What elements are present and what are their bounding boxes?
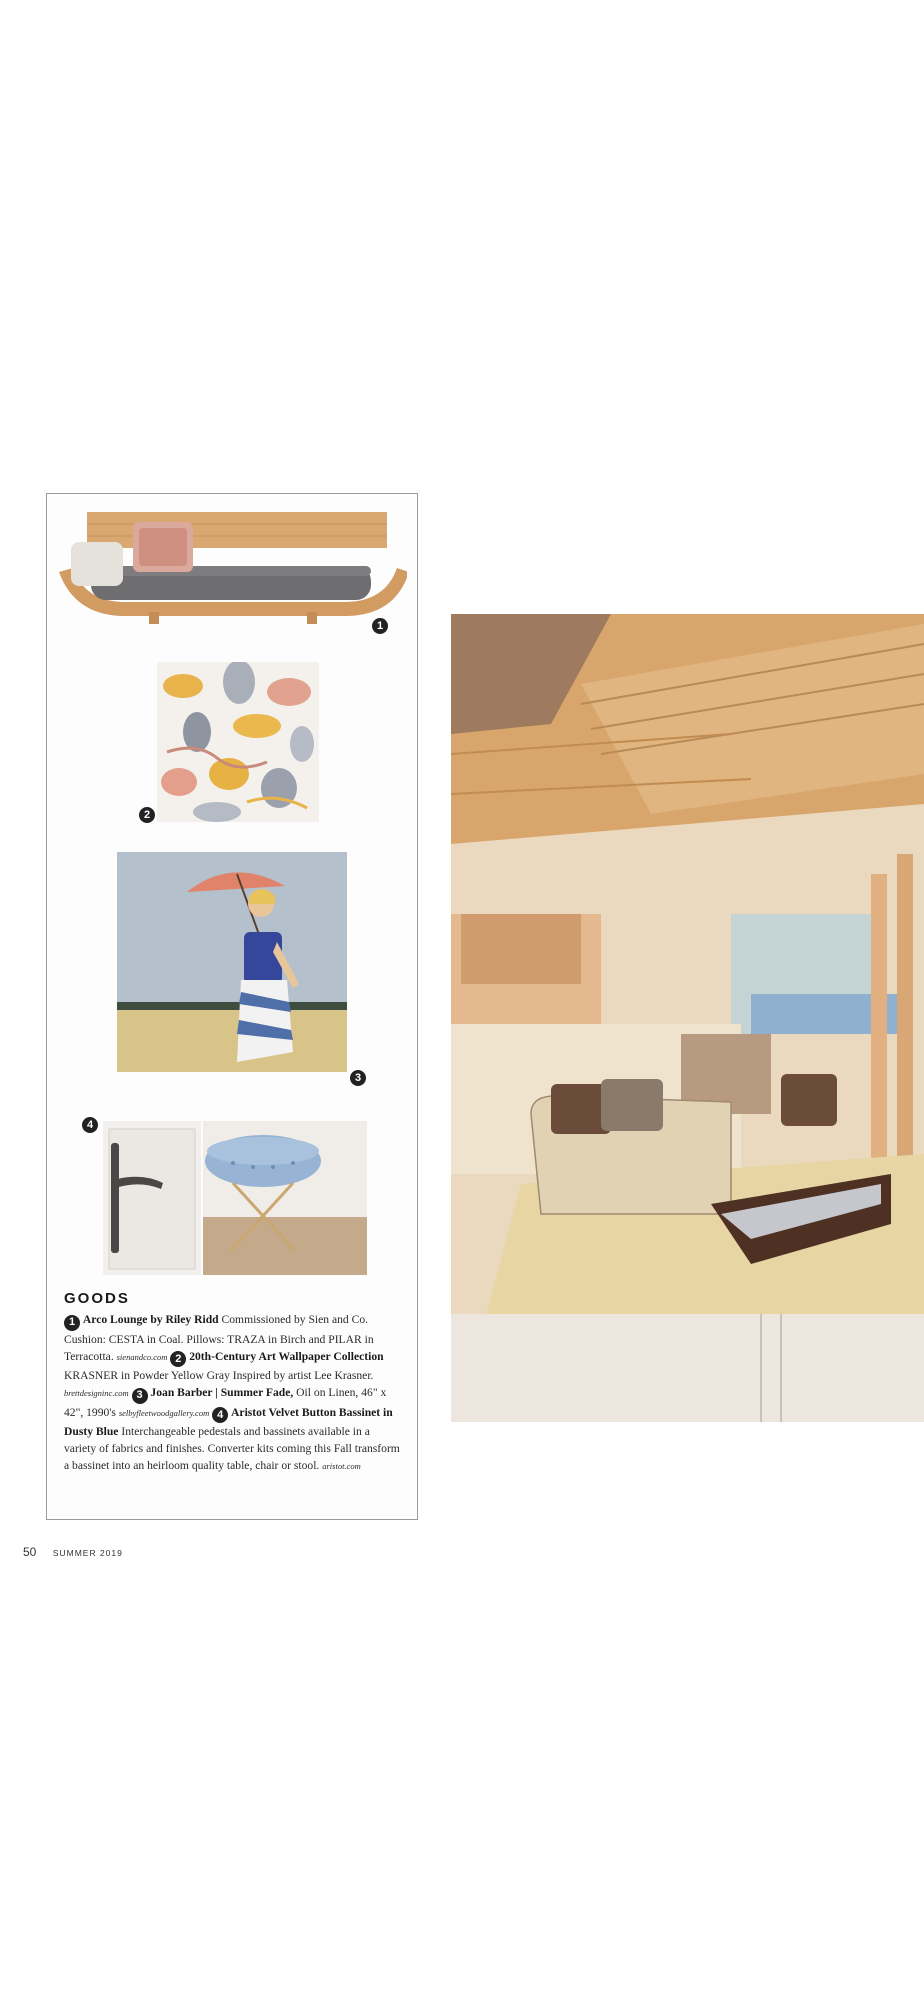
goods-description [64, 1290, 404, 1475]
interior-illustration [451, 614, 924, 1422]
door-handle-photo [103, 1121, 201, 1275]
item-2-name: 20th-Century Art Wallpaper Collection [189, 1349, 384, 1363]
wallpaper-swatch [157, 662, 319, 822]
item-3-url: selbyfleetwoodgallery.com [118, 1407, 210, 1418]
item-2-marker: 2 [139, 807, 155, 823]
item-2-text: KRASNER in Powder Yellow Gray Inspired by artist Lee Krasner. [64, 1369, 374, 1382]
item-4-marker: 4 [82, 1117, 98, 1133]
item-4-name: Aristot Velvet Button Bassinet in Dusty Blue [64, 1405, 393, 1438]
issue-label: SUMMER 2019 [52, 1548, 123, 1558]
item-1-url: sienandco.com [116, 1351, 168, 1362]
item-4-text: Interchangeable pedestals and bassinets available in a variety of fabrics and finishes. Converter kits coming this Fall transform a bassinet into an heirloom quality table, chair or stool. [64, 1425, 400, 1472]
item-2-url: brettdesigninc.com [64, 1388, 129, 1398]
item-1-name: Arco Lounge by Riley Ridd [82, 1313, 219, 1326]
summer-fade-painting [117, 852, 347, 1072]
arco-lounge-photo [55, 506, 407, 624]
item-1-text: Commissioned by Sien and Co. Cushion: CESTA in Coal. Pillows: TRAZA in Birch and PILAR in Terracotta. [64, 1313, 374, 1363]
page-footer [23, 1543, 123, 1561]
goods-heading: GOODS [64, 1290, 130, 1307]
item-1-marker: 1 [372, 618, 388, 634]
item-2-inline-marker: 2 [170, 1351, 186, 1367]
item-3-text: Oil on Linen, 46" x 42", 1990's [64, 1386, 387, 1419]
item-3-marker: 3 [350, 1070, 366, 1086]
item-4-inline-marker: 4 [212, 1407, 228, 1423]
item-3-inline-marker: 3 [132, 1388, 148, 1404]
bassinet-photo [203, 1121, 367, 1275]
item-3-name: Joan Barber | Summer Fade, [150, 1386, 294, 1399]
page-number: 50 [23, 1545, 37, 1559]
item-1-inline-marker: 1 [64, 1315, 80, 1331]
goods-panel [46, 493, 418, 1520]
item-4-url: aristot.com [322, 1461, 361, 1471]
